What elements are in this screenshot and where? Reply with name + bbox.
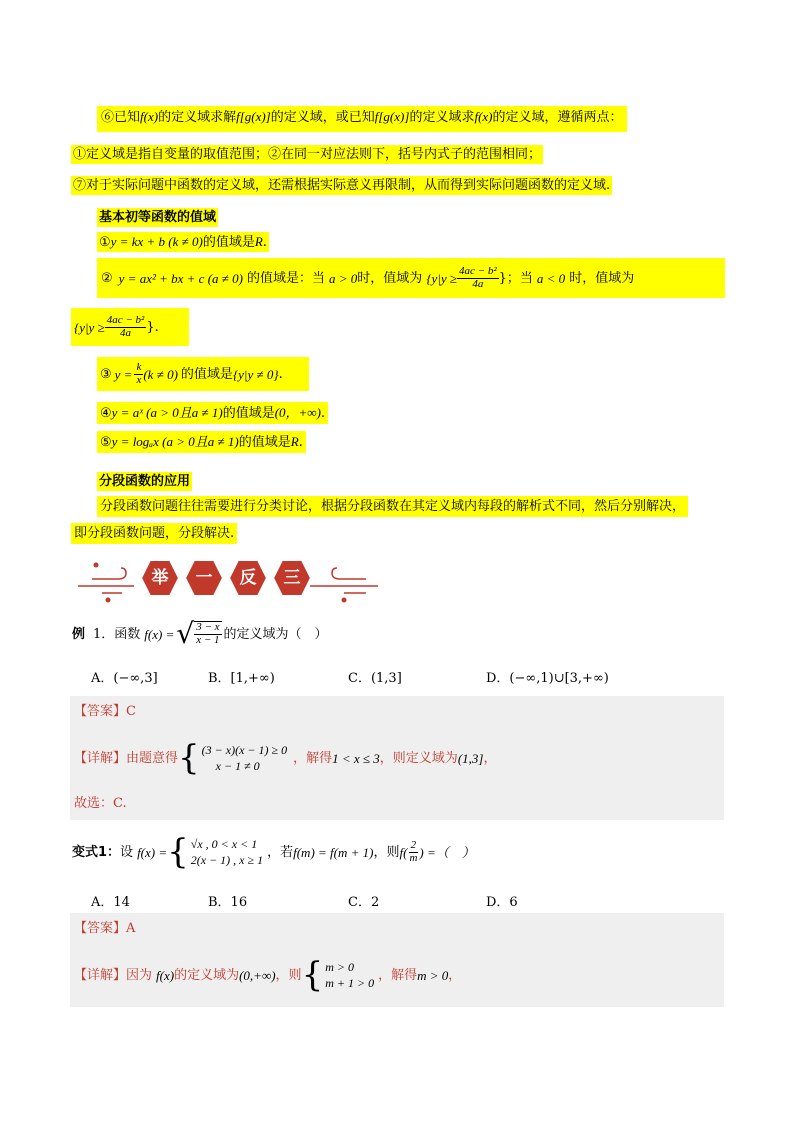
fx-math: f(x) [140, 109, 159, 124]
var-detail-fx: f(x) [156, 967, 175, 983]
rule-6-prefix: ⑥已知 [101, 110, 141, 125]
item-2-frac-1 [457, 266, 499, 290]
piecewise-heading: 分段函数的应用 [99, 474, 191, 489]
rule-6-text-3: 的定义域求 [409, 110, 475, 125]
ex1-answer [74, 705, 136, 718]
detail-post: ，则定义域为 [379, 750, 458, 766]
var-detail-mid2: ，则 [275, 967, 302, 983]
ex1-system: { (3 − x)(x − 1) ≥ 0 x − 1 ≠ 0 [178, 738, 288, 778]
range-item-4: ④y = aˣ (a > 0且a ≠ 1)的值域是(0，+∞). [97, 402, 328, 424]
item-2-cond-2: a < 0 [536, 270, 566, 286]
range-heading: 基本初等函数的值域 [99, 210, 217, 225]
item-2b-frac [105, 315, 147, 339]
item-5-marker: ⑤ [100, 435, 112, 450]
example-fx: f(x) = [144, 626, 175, 642]
sqrt-sign: √ [176, 617, 195, 650]
banner-char-2: 一 [195, 568, 213, 588]
frac-num: 4ac − b² [459, 264, 497, 277]
var-detail-end: ， [448, 967, 462, 983]
rule-6-text-4: 的定义域，遵循两点： [492, 110, 623, 125]
example-1-question [72, 617, 328, 651]
answer-tag: 【答案】 [74, 704, 127, 719]
rule-7-line: ⑦对于实际问题中函数的定义域，还需根据实际意义再限制，从而得到实际问题函数的定义域. [73, 178, 611, 193]
fgx-math-2: f[g(x)] [374, 109, 410, 124]
range-item-2b [74, 311, 159, 343]
variant-cond: f(m) = f(m + 1) [293, 844, 374, 860]
example-1-post: 的定义域为（ ） [223, 626, 328, 642]
item-4-text: 的值域是 [222, 406, 275, 421]
item-1-text: 的值域是 [202, 235, 255, 250]
example-banner [78, 553, 378, 603]
var1-option-d[interactable]: D．6 [486, 895, 518, 910]
case-1: √x , 0 < x < 1 [190, 836, 258, 851]
item-2-text-4: 时，值域为 [569, 270, 635, 286]
variant-f-post: ) =（ ） [419, 844, 475, 860]
case-2: 2(x − 1) , x ≥ 1 [190, 853, 264, 867]
ex1-option-b[interactable]: B．[1,+∞) [208, 671, 275, 686]
detail-pre: 由题意得 [126, 750, 179, 766]
variant-mid: ，若 [267, 844, 294, 860]
var-detail-res: m > 0 [417, 967, 449, 983]
detail-set: (1,3] [457, 750, 484, 766]
item-2-expr: y = ax² + bx + c (a ≠ 0) [118, 270, 243, 286]
var-detail-dom: (0,+∞) [239, 967, 276, 983]
var1-option-c[interactable]: C．2 [348, 895, 380, 910]
item-2b-end: }. [146, 319, 159, 335]
item-2-text-1: 的值域是：当 [247, 270, 326, 286]
rule-6-text-2: 的定义域，或已知 [270, 110, 375, 125]
frac-num-2: 4ac − b² [106, 313, 145, 326]
radicand-den: x − 1 [196, 634, 220, 646]
variant-1-question [72, 832, 475, 872]
ex1-choose: 故选：C. [74, 796, 127, 811]
radicand-num: 3 − x [196, 621, 220, 634]
range-item-5: ⑤y = logₐx (a > 0且a ≠ 1)的值域是R. [97, 431, 306, 453]
fx-math-2: f(x) [474, 109, 493, 124]
detail-tag: 【详解】 [74, 750, 127, 766]
fgx-math: f[g(x)] [236, 109, 271, 124]
frac-2: 2 [410, 838, 417, 851]
item-3-cond: (k ≠ 0) [143, 366, 178, 382]
item-2-text-2: 时，值域为 [357, 270, 423, 286]
var-system-row-2: m + 1 > 0 [325, 976, 375, 990]
var1-answer [74, 922, 135, 935]
item-4-marker: ④ [100, 406, 112, 421]
range-item-2 [101, 262, 634, 294]
banner-char-1: 举 [151, 568, 169, 588]
ex1-option-d[interactable]: D．(−∞,1)∪[3,+∞) [486, 671, 609, 686]
system-row-2: x − 1 ≠ 0 [215, 759, 260, 773]
frac-k: k [136, 360, 142, 373]
item-5-expr: y = logₐx (a > 0且a ≠ 1) [111, 434, 239, 449]
banner-char-3: 反 [239, 568, 257, 588]
item-2-text-3: }；当 [498, 270, 533, 286]
item-4-expr: y = aˣ (a > 0且a ≠ 1) [111, 405, 223, 420]
var-system-row-1: m > 0 [325, 959, 354, 974]
piecewise-para-1: 分段函数问题往往需要进行分类讨论，根据分段函数在其定义域内每段的解析式不同，然后分别解决， [97, 496, 688, 517]
variant-f-pre: f( [399, 844, 408, 860]
example-number: 1．函数 [93, 626, 141, 642]
radicand-fraction [194, 621, 221, 646]
var-answer-value: A [126, 921, 136, 936]
rule-6-text-1: 的定义域求解 [158, 110, 237, 125]
frac-x: x [136, 373, 142, 386]
frac-m: m [409, 851, 418, 864]
frac-den: 4a [472, 277, 484, 290]
rule-6b-line: ①定义域是指自变量的取值范围；②在同一对应法则下，括号内式子的范围相同； [73, 147, 542, 162]
item-4-set: (0，+∞) [274, 405, 321, 420]
variant-fx: f(x) = [137, 844, 168, 860]
example-label: 例 [72, 626, 86, 642]
item-3-frac [134, 362, 143, 386]
item-1-R: R [254, 234, 263, 249]
var1-option-b[interactable]: B．16 [208, 895, 248, 910]
detail-ineq: 1 < x ≤ 3 [332, 750, 380, 766]
var-detail-pre: 因为 [126, 967, 153, 983]
variant-label: 变式1： [72, 844, 121, 860]
range-item-3: ③ y = $\frac{k}{x}$ (k ≠ 0) 的值域是 {y|y ≠ 0} . [100, 360, 283, 386]
item-5-text: 的值域是 [238, 435, 291, 450]
rule-6-line [97, 106, 627, 132]
var1-option-a[interactable]: A．14 [91, 895, 130, 910]
system-row-1: (3 − x)(x − 1) ≥ 0 [201, 742, 288, 757]
variant-mid2: ，则 [373, 844, 400, 860]
item-3-set: {y|y ≠ 0} [232, 366, 279, 382]
detail-end: ， [483, 750, 497, 766]
var-answer-tag: 【答案】 [74, 921, 127, 936]
item-1-expr: y = kx + b (k ≠ 0) [110, 234, 203, 249]
item-3-y: y = [114, 366, 133, 382]
ex1-option-c[interactable]: C．(1,3] [348, 671, 402, 686]
item-5-R: R [290, 434, 299, 449]
item-1-marker: ① [99, 235, 111, 250]
detail-mid: ，解得 [293, 750, 333, 766]
var1-system: { m > 0 m + 1 > 0 [301, 955, 375, 995]
ex1-option-a[interactable]: A．(−∞,3] [91, 671, 158, 686]
var-detail-tag: 【详解】 [74, 967, 127, 983]
item-3-text: 的值域是 [180, 366, 233, 382]
banner-char-4: 三 [283, 568, 301, 588]
variant-frac [407, 840, 419, 864]
ex1-detail [74, 738, 496, 778]
item-2-marker: ② [101, 270, 113, 286]
item-2-cond-1: a > 0 [329, 270, 358, 286]
piecewise-para-2: 即分段函数问题，分段解决. [71, 523, 237, 544]
var-detail-mid: 的定义域为 [174, 967, 240, 983]
range-item-1: ①y = kx + b (k ≠ 0)的值域是R. [99, 234, 267, 250]
variant-piecewise: { √x , 0 < x < 1 2(x − 1) , x ≥ 1 [167, 832, 264, 872]
frac-den-2: 4a [120, 326, 131, 339]
variant-pre: 设 [120, 844, 134, 860]
var1-detail [74, 955, 461, 995]
answer-value: C [126, 704, 136, 719]
var-detail-mid3: ，解得 [378, 967, 418, 983]
item-3-marker: ③ [100, 366, 112, 382]
item-2b-set: {y|y ≥ [74, 319, 105, 335]
item-2-set-1: {y|y ≥ [426, 270, 458, 286]
